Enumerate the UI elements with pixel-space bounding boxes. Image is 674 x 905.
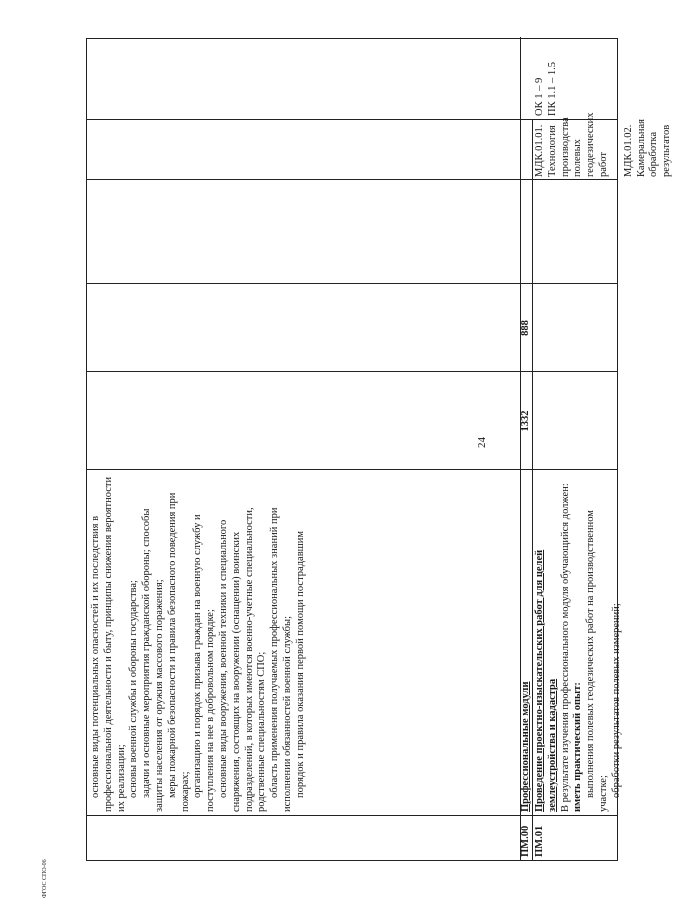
knowledge-item: основные виды потенциальных опасностей и их последствия в профессиональной деятельности и быту, принципы снижения вероятности их реализации; <box>90 476 127 812</box>
module-description <box>534 472 622 812</box>
column-divider <box>87 283 617 284</box>
footer-standard-code: ФГОС СПО-06 <box>42 859 48 898</box>
practice-item: выполнения полевых геодезических работ на производственном участке; <box>585 510 609 812</box>
row-divider <box>532 120 533 860</box>
safety-knowledge-list <box>90 474 518 812</box>
page-number: 24 <box>476 437 488 448</box>
module-title: Проведение проектно-изыскательских работ для целей землеустройства и кадастра <box>534 549 558 812</box>
knowledge-item: основные виды вооружения, военной техники и специального снаряжения, состоящих на вооружении (оснащении) воинских подразделений, в которых имеются военно-учетные специальности, родственные специальностям СПО; <box>217 507 268 812</box>
course-item: МДК.01.01. Технология производства полевых геодезических работ <box>534 112 609 177</box>
knowledge-item: меры пожарной безопасности и правила безопасного поведения при пожарах; <box>166 492 191 812</box>
column-divider <box>87 815 617 816</box>
knowledge-item: задачи и основные мероприятия гражданской обороны; способы защиты населения от оружия массового поражения; <box>141 508 165 812</box>
module-intro: В результате изучения профессионального модуля обучающийся должен: <box>559 483 571 812</box>
course-item: МДК.01.02. Камеральная обработка результатов <box>622 119 673 177</box>
module-group-title: Профессиональные модули <box>520 681 531 812</box>
knowledge-item: область применения получаемых профессиональных знаний при исполнении обязанностей военной службы; <box>269 507 293 812</box>
module-code: ПМ.01 <box>534 825 545 857</box>
practice-item: обработки результатов полевых измерений; <box>610 603 622 798</box>
competency-item: ПК 1.1 – 1.5 <box>546 62 558 116</box>
knowledge-item: порядок и правила оказания первой помощи пострадавшим <box>294 530 306 798</box>
column-divider <box>87 469 617 470</box>
column-divider <box>87 119 617 120</box>
course-list <box>534 112 673 177</box>
competency-list <box>534 40 618 116</box>
knowledge-item: организацию и порядок призыва граждан на военную службу и поступления на нее в добровольном порядке; <box>192 514 217 812</box>
curriculum-table <box>86 38 673 861</box>
column-divider <box>87 371 617 372</box>
curriculum-table-rotated <box>86 38 673 861</box>
practice-heading: иметь практический опыт: <box>572 682 584 812</box>
class-hours: 888 <box>520 320 531 336</box>
module-group-code: ПМ.00 <box>520 825 531 857</box>
knowledge-item: основы военной службы и обороны государства; <box>128 580 140 798</box>
competency-item: ОК 1 – 9 <box>534 77 545 116</box>
max-hours: 1332 <box>520 410 531 432</box>
column-divider <box>87 179 617 180</box>
